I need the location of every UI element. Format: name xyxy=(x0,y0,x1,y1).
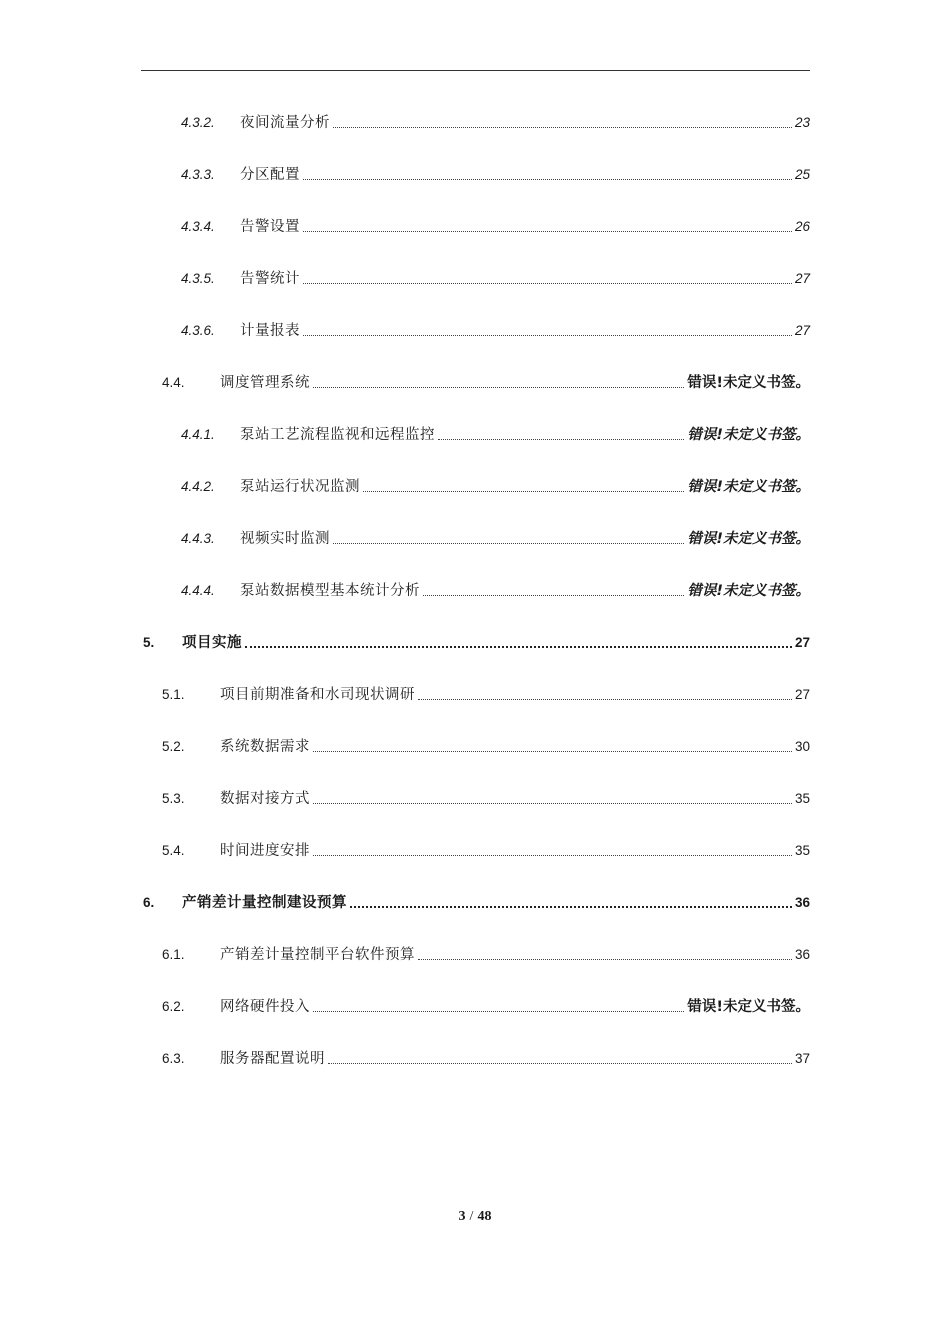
toc-entry[interactable] xyxy=(181,108,810,132)
toc-entry[interactable] xyxy=(181,576,810,600)
toc-entry[interactable] xyxy=(162,680,810,704)
toc-title: 泵站运行状况监测 xyxy=(240,479,360,495)
toc-title: 产销差计量控制平台软件预算 xyxy=(220,947,415,963)
toc-number: 6.3. xyxy=(162,1051,185,1066)
toc-entry[interactable] xyxy=(162,992,810,1016)
dot-leader xyxy=(313,387,684,388)
toc-title: 调度管理系统 xyxy=(220,375,310,391)
dot-leader xyxy=(303,179,792,180)
toc-entry[interactable] xyxy=(181,472,810,496)
toc-title: 分区配置 xyxy=(240,167,300,183)
toc-number: 4.3.6. xyxy=(181,323,215,338)
toc-entry[interactable] xyxy=(162,836,810,860)
dot-leader xyxy=(350,906,792,908)
toc-page: 23 xyxy=(794,115,810,130)
toc-page: 37 xyxy=(794,1051,810,1066)
toc-entry[interactable] xyxy=(143,628,810,652)
toc-number: 4.4.2. xyxy=(181,479,215,494)
dot-leader xyxy=(438,439,684,440)
toc-page: 27 xyxy=(794,271,810,286)
toc-number: 6.2. xyxy=(162,999,185,1014)
toc-number: 5.3. xyxy=(162,791,185,806)
toc-page-error: 错误!未定义书签。 xyxy=(687,999,810,1015)
current-page-number: 3 xyxy=(458,1209,466,1224)
toc-entry[interactable] xyxy=(162,784,810,808)
dot-leader xyxy=(363,491,684,492)
toc-title: 告警统计 xyxy=(240,271,300,287)
dot-leader xyxy=(313,803,792,804)
toc-page: 27 xyxy=(794,323,810,338)
toc-title: 网络硬件投入 xyxy=(220,999,310,1015)
toc-title: 夜间流量分析 xyxy=(240,115,330,131)
toc-number: 6. xyxy=(143,895,155,910)
toc-page: 36 xyxy=(794,895,810,910)
toc-page: 26 xyxy=(794,219,810,234)
toc-entry[interactable] xyxy=(162,940,810,964)
dot-leader xyxy=(303,231,792,232)
dot-leader xyxy=(418,699,792,700)
toc-number: 4.3.3. xyxy=(181,167,215,182)
dot-leader xyxy=(313,751,792,752)
toc-page-error: 错误!未定义书签。 xyxy=(687,427,810,443)
toc-entry[interactable] xyxy=(181,212,810,236)
toc-number: 4.4.3. xyxy=(181,531,215,546)
toc-page: 36 xyxy=(794,947,810,962)
toc-entry[interactable] xyxy=(181,316,810,340)
toc-page-error: 错误!未定义书签。 xyxy=(687,375,810,391)
toc-entry[interactable] xyxy=(181,160,810,184)
toc-page: 30 xyxy=(794,739,810,754)
toc-number: 4.4.4. xyxy=(181,583,215,598)
toc-title: 产销差计量控制建设预算 xyxy=(182,895,347,911)
toc-page: 35 xyxy=(794,843,810,858)
toc-number: 4.4.1. xyxy=(181,427,215,442)
toc-page: 27 xyxy=(794,635,810,650)
toc-title: 计量报表 xyxy=(240,323,300,339)
toc-entry[interactable] xyxy=(162,368,810,392)
toc-page: 27 xyxy=(794,687,810,702)
total-pages: 48 xyxy=(477,1209,492,1224)
toc-number: 4.3.4. xyxy=(181,219,215,234)
toc-title: 泵站工艺流程监视和远程监控 xyxy=(240,427,435,443)
toc-page: 25 xyxy=(794,167,810,182)
toc-number: 6.1. xyxy=(162,947,185,962)
page-footer xyxy=(0,1209,950,1225)
toc-number: 5. xyxy=(143,635,155,650)
toc-number: 4.4. xyxy=(162,375,185,390)
dot-leader xyxy=(333,543,684,544)
dot-leader xyxy=(328,1063,792,1064)
toc-title: 时间进度安排 xyxy=(220,843,310,859)
toc-entry[interactable] xyxy=(143,888,810,912)
toc-entry[interactable] xyxy=(181,420,810,444)
toc-entry[interactable] xyxy=(162,1044,810,1068)
page-separator: / xyxy=(469,1209,474,1224)
toc-number: 4.3.5. xyxy=(181,271,215,286)
dot-leader xyxy=(418,959,792,960)
dot-leader xyxy=(333,127,792,128)
toc-title: 告警设置 xyxy=(240,219,300,235)
toc-page-error: 错误!未定义书签。 xyxy=(687,583,810,599)
toc-entry[interactable] xyxy=(181,264,810,288)
toc-title: 项目前期准备和水司现状调研 xyxy=(220,687,415,703)
toc-page-error: 错误!未定义书签。 xyxy=(687,531,810,547)
dot-leader xyxy=(313,1011,684,1012)
toc-title: 视频实时监测 xyxy=(240,531,330,547)
dot-leader xyxy=(245,646,792,648)
dot-leader xyxy=(303,283,792,284)
toc-title: 泵站数据模型基本统计分析 xyxy=(240,583,420,599)
toc-entry[interactable] xyxy=(162,732,810,756)
toc-title: 项目实施 xyxy=(182,635,242,651)
toc-number: 5.4. xyxy=(162,843,185,858)
toc-number: 5.1. xyxy=(162,687,185,702)
toc-entry[interactable] xyxy=(181,524,810,548)
toc-page: 35 xyxy=(794,791,810,806)
toc-number: 4.3.2. xyxy=(181,115,215,130)
toc-title: 数据对接方式 xyxy=(220,791,310,807)
toc-number: 5.2. xyxy=(162,739,185,754)
dot-leader xyxy=(423,595,684,596)
toc-title: 系统数据需求 xyxy=(220,739,310,755)
toc-page-error: 错误!未定义书签。 xyxy=(687,479,810,495)
dot-leader xyxy=(313,855,792,856)
toc-title: 服务器配置说明 xyxy=(220,1051,325,1067)
dot-leader xyxy=(303,335,792,336)
